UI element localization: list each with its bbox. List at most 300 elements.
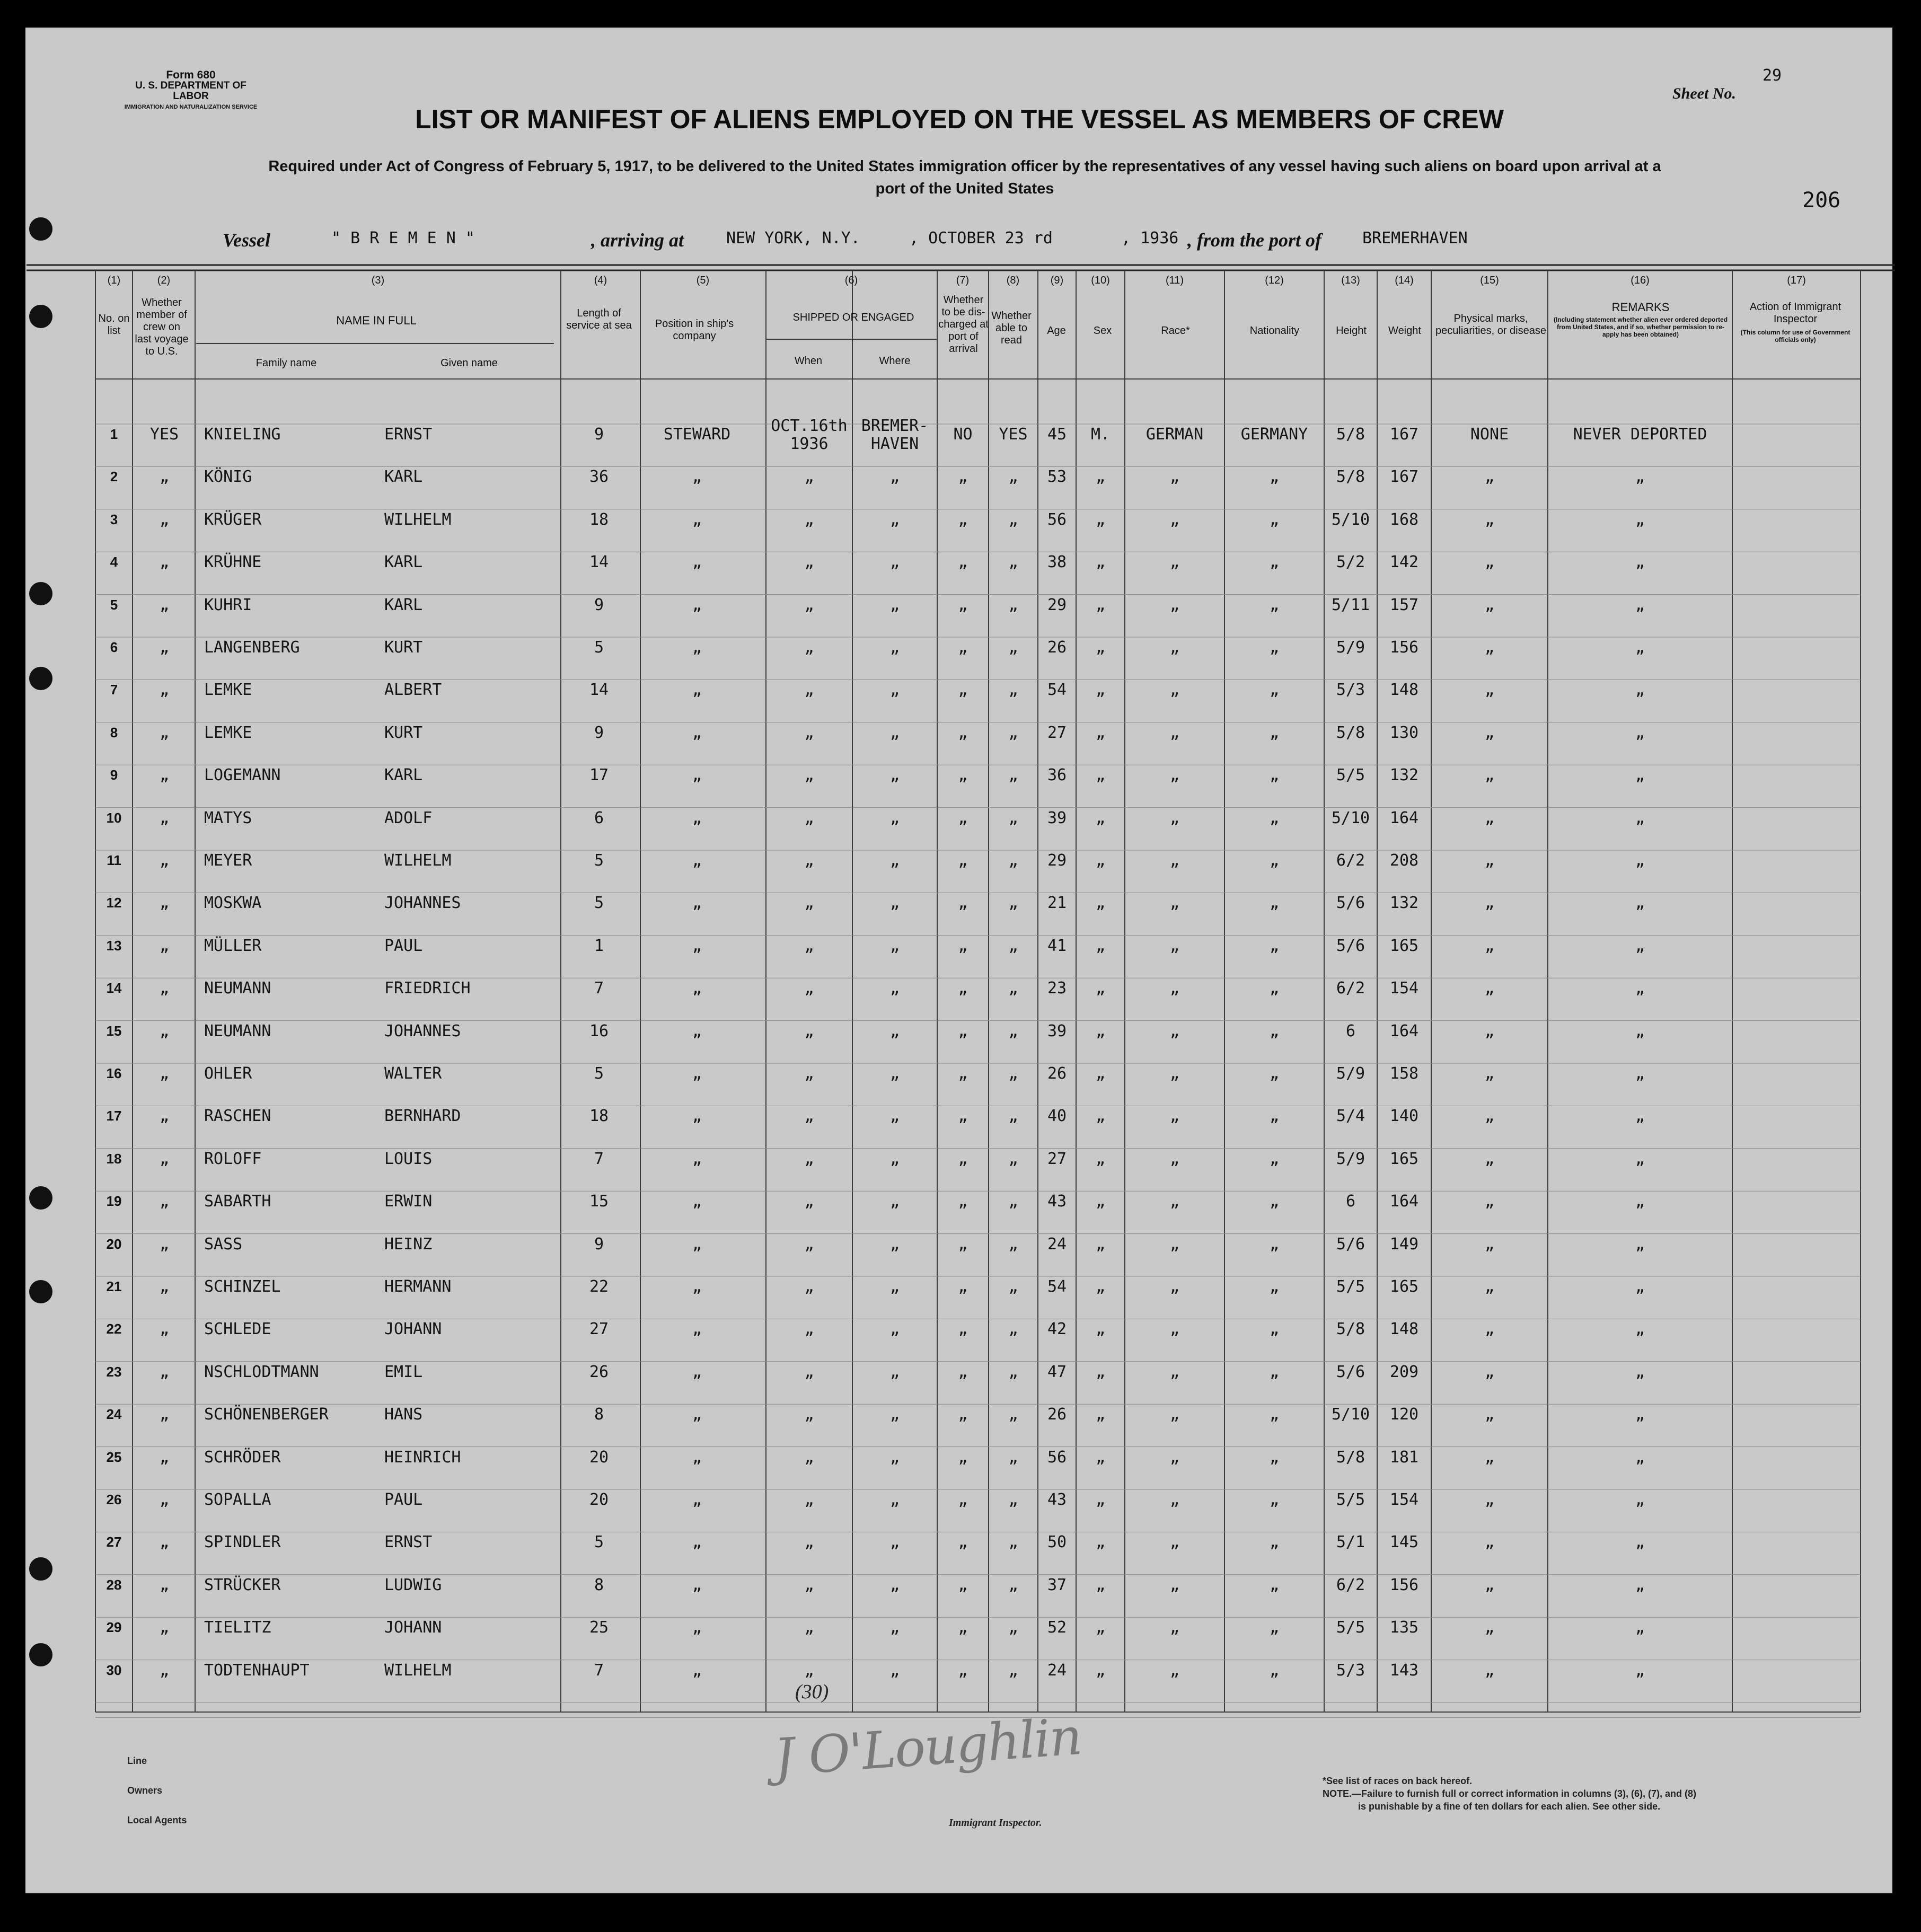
- family-name: NEUMANN: [204, 979, 271, 998]
- sex: „: [1095, 1533, 1106, 1552]
- physical-marks: „: [1484, 1618, 1495, 1637]
- given-name: KARL: [384, 467, 423, 487]
- member-last-voyage: „: [159, 1362, 170, 1381]
- service-length: 14: [589, 681, 609, 700]
- ship-position: „: [692, 1405, 702, 1424]
- discharged-at-arrival: „: [958, 467, 968, 487]
- table-row: [0, 1186, 1921, 1228]
- given-name: HEINRICH: [384, 1448, 461, 1467]
- age: 27: [1047, 1149, 1067, 1168]
- age: 54: [1047, 1277, 1067, 1296]
- ship-position: „: [692, 467, 702, 487]
- given-name: KURT: [384, 723, 423, 742]
- col-height-header: Height: [1336, 325, 1367, 337]
- weight: 165: [1389, 1149, 1419, 1168]
- form-header: [117, 70, 265, 112]
- member-last-voyage: „: [159, 1064, 170, 1083]
- age: 23: [1047, 979, 1067, 998]
- family-name: SOPALLA: [204, 1490, 271, 1509]
- height: 5/11: [1331, 595, 1370, 614]
- ship-position: „: [692, 1277, 702, 1296]
- subtitle-line-1: Required under Act of Congress of February 5, 1917, to be delivered to the United States immigration officer by the representatives of any vessel having such aliens on board upon arrival at a: [268, 158, 1661, 175]
- member-last-voyage: „: [159, 1618, 170, 1637]
- weight: 148: [1389, 1320, 1419, 1339]
- remarks: „: [1635, 1362, 1645, 1381]
- service-length: 6: [594, 808, 604, 827]
- shipped-where: „: [889, 766, 900, 785]
- service-length: 8: [594, 1575, 604, 1594]
- race: „: [1169, 851, 1180, 870]
- shipped-where: „: [889, 1533, 900, 1552]
- column-number: (16): [1631, 275, 1650, 286]
- shipped-when: „: [804, 467, 814, 487]
- ship-position: „: [692, 1149, 702, 1168]
- column-number: (8): [1006, 275, 1020, 286]
- shipped-when: „: [804, 1021, 814, 1040]
- race: „: [1169, 1618, 1180, 1637]
- able-to-read: „: [1008, 1277, 1018, 1296]
- weight: 158: [1389, 1064, 1419, 1083]
- able-to-read: „: [1008, 553, 1018, 572]
- sex: „: [1095, 1149, 1106, 1168]
- age: 53: [1047, 467, 1067, 487]
- ship-position: „: [692, 1320, 702, 1339]
- sex: „: [1095, 894, 1106, 913]
- column-number: (12): [1265, 275, 1284, 286]
- member-last-voyage: „: [159, 681, 170, 700]
- member-last-voyage: „: [159, 979, 170, 998]
- sex: „: [1095, 1320, 1106, 1339]
- remarks: „: [1635, 1021, 1645, 1040]
- ship-position: „: [692, 851, 702, 870]
- shipped-when: „: [804, 766, 814, 785]
- col-age-header: Age: [1047, 325, 1066, 337]
- given-name: LOUIS: [384, 1149, 433, 1168]
- shipped-where: „: [889, 723, 900, 742]
- page-stamp: 206: [1802, 188, 1841, 213]
- family-name: ROLOFF: [204, 1149, 262, 1168]
- remarks: „: [1635, 638, 1645, 657]
- remarks: „: [1635, 808, 1645, 827]
- shipped-when: „: [804, 1149, 814, 1168]
- given-name: ADOLF: [384, 808, 433, 827]
- ship-position: „: [692, 1575, 702, 1594]
- col-remarks-note: (Including statement whether alien ever ordered deported from United States, and if so, whether permission to re-apply has been obtained): [1553, 316, 1728, 338]
- remarks: „: [1635, 936, 1645, 955]
- immigrant-inspector-label: Immigrant Inspector.: [949, 1817, 1042, 1829]
- physical-marks: „: [1484, 1320, 1495, 1339]
- height: 6/2: [1336, 1575, 1365, 1594]
- binder-hole: [29, 217, 52, 241]
- family-name: LANGENBERG: [204, 638, 300, 657]
- race: „: [1169, 1575, 1180, 1594]
- column-number: (1): [107, 275, 121, 286]
- row-number: 30: [106, 1662, 122, 1678]
- nationality: „: [1269, 1107, 1280, 1126]
- shipped-where: „: [889, 1448, 900, 1467]
- physical-marks: „: [1484, 808, 1495, 827]
- service-length: 27: [589, 1320, 609, 1339]
- shipped-where: „: [889, 1107, 900, 1126]
- sex: M.: [1090, 425, 1111, 444]
- remarks: „: [1635, 1064, 1645, 1083]
- given-name: EMIL: [384, 1362, 423, 1381]
- form-number: Form 680: [166, 69, 216, 81]
- arrival-year: , 1936: [1121, 229, 1179, 248]
- physical-marks: „: [1484, 936, 1495, 955]
- race: „: [1169, 979, 1180, 998]
- physical-marks: „: [1484, 1064, 1495, 1083]
- height: 5/10: [1331, 510, 1370, 529]
- col-sex-header: Sex: [1093, 325, 1112, 337]
- weight: 149: [1389, 1234, 1419, 1254]
- shipped-when: „: [804, 1192, 814, 1211]
- service-length: 9: [594, 595, 604, 614]
- height: 5/8: [1336, 425, 1365, 444]
- physical-marks: „: [1484, 1192, 1495, 1211]
- shipped-when: „: [804, 1575, 814, 1594]
- physical-marks: „: [1484, 1575, 1495, 1594]
- service-length: 7: [594, 979, 604, 998]
- row-number: 23: [106, 1363, 122, 1380]
- service-length: 15: [589, 1192, 609, 1211]
- discharged-at-arrival: „: [958, 936, 968, 955]
- physical-marks: „: [1484, 467, 1495, 487]
- table-row: [0, 1655, 1921, 1697]
- col-service-header: Length of service at sea: [566, 307, 632, 331]
- service-length: 9: [594, 1234, 604, 1254]
- race: „: [1169, 553, 1180, 572]
- nationality: „: [1269, 595, 1280, 614]
- ship-position: „: [692, 1107, 702, 1126]
- col-where-header: Where: [879, 355, 911, 367]
- ship-position: „: [692, 1448, 702, 1467]
- sex: „: [1095, 595, 1106, 614]
- physical-marks: „: [1484, 1277, 1495, 1296]
- ship-position: „: [692, 553, 702, 572]
- vessel-label: Vessel: [223, 230, 270, 251]
- table-row: [0, 1442, 1921, 1484]
- physical-marks: „: [1484, 1234, 1495, 1254]
- given-name: WILHELM: [384, 851, 452, 870]
- remarks: „: [1635, 1490, 1645, 1509]
- weight: 156: [1389, 1575, 1419, 1594]
- table-row: [0, 1356, 1921, 1399]
- shipped-when: „: [804, 595, 814, 614]
- nationality: „: [1269, 1533, 1280, 1552]
- col-when-header: When: [794, 355, 823, 367]
- ship-position: „: [692, 1192, 702, 1211]
- age: 41: [1047, 936, 1067, 955]
- able-to-read: „: [1008, 1448, 1018, 1467]
- remarks: „: [1635, 894, 1645, 913]
- col-read-header: Whether able to read: [991, 310, 1032, 346]
- col-weight-header: Weight: [1388, 325, 1421, 337]
- able-to-read: „: [1008, 1618, 1018, 1637]
- family-name: SABARTH: [204, 1192, 271, 1211]
- nationality: „: [1269, 1362, 1280, 1381]
- row-number: 22: [106, 1321, 122, 1337]
- ship-position: „: [692, 1490, 702, 1509]
- nationality: „: [1269, 851, 1280, 870]
- age: 54: [1047, 681, 1067, 700]
- weight: 164: [1389, 1192, 1419, 1211]
- service-length: 14: [589, 553, 609, 572]
- physical-marks: „: [1484, 638, 1495, 657]
- nationality: „: [1269, 467, 1280, 487]
- physical-marks: „: [1484, 1661, 1495, 1680]
- member-last-voyage: „: [159, 723, 170, 742]
- sex: „: [1095, 1192, 1106, 1211]
- remarks: „: [1635, 1320, 1645, 1339]
- physical-marks: „: [1484, 1490, 1495, 1509]
- service-length: 17: [589, 766, 609, 785]
- member-last-voyage: „: [159, 1149, 170, 1168]
- sex: „: [1095, 979, 1106, 998]
- nationality: „: [1269, 979, 1280, 998]
- race: GERMAN: [1145, 425, 1204, 444]
- height: 5/8: [1336, 467, 1365, 487]
- sex: „: [1095, 1661, 1106, 1680]
- height: 5/6: [1336, 894, 1365, 913]
- weight: 156: [1389, 638, 1419, 657]
- discharged-at-arrival: „: [958, 510, 968, 529]
- row-number: 4: [110, 554, 118, 570]
- given-name: ERNST: [384, 1533, 433, 1552]
- form-department: U. S. DEPARTMENT OF LABOR: [135, 80, 246, 102]
- manifest-title: LIST OR MANIFEST OF ALIENS EMPLOYED ON THE VESSEL AS MEMBERS OF CREW: [415, 104, 1504, 134]
- nationality: „: [1269, 1618, 1280, 1637]
- weight: 132: [1389, 766, 1419, 785]
- physical-marks: NONE: [1470, 425, 1509, 444]
- given-name: JOHANN: [384, 1320, 442, 1339]
- family-name: RASCHEN: [204, 1107, 271, 1126]
- shipped-where: „: [889, 1064, 900, 1083]
- remarks: „: [1635, 1448, 1645, 1467]
- shipped-where: „: [889, 553, 900, 572]
- able-to-read: „: [1008, 681, 1018, 700]
- weight: 140: [1389, 1107, 1419, 1126]
- able-to-read: „: [1008, 936, 1018, 955]
- age: 29: [1047, 595, 1067, 614]
- ship-position: „: [692, 808, 702, 827]
- row-number: 13: [106, 937, 122, 954]
- physical-marks: „: [1484, 766, 1495, 785]
- nationality: „: [1269, 766, 1280, 785]
- family-name: MATYS: [204, 808, 252, 827]
- shipped-where: „: [889, 510, 900, 529]
- age: 21: [1047, 894, 1067, 913]
- physical-marks: „: [1484, 1362, 1495, 1381]
- able-to-read: „: [1008, 1575, 1018, 1594]
- service-length: 26: [589, 1362, 609, 1381]
- height: 5/6: [1336, 1234, 1365, 1254]
- height: 5/3: [1336, 681, 1365, 700]
- sex: „: [1095, 553, 1106, 572]
- physical-marks: „: [1484, 979, 1495, 998]
- race: „: [1169, 1320, 1180, 1339]
- age: 50: [1047, 1533, 1067, 1552]
- service-length: 1: [594, 936, 604, 955]
- age: 47: [1047, 1362, 1067, 1381]
- family-name: STRÜCKER: [204, 1575, 281, 1594]
- service-length: 25: [589, 1618, 609, 1637]
- family-name: LEMKE: [204, 723, 252, 742]
- able-to-read: „: [1008, 1320, 1018, 1339]
- family-name: SCHÖNENBERGER: [204, 1405, 329, 1424]
- shipped-where: „: [889, 851, 900, 870]
- nationality: „: [1269, 808, 1280, 827]
- nationality: „: [1269, 723, 1280, 742]
- race: „: [1169, 894, 1180, 913]
- discharged-at-arrival: „: [958, 723, 968, 742]
- column-number: (14): [1395, 275, 1414, 286]
- sex: „: [1095, 510, 1106, 529]
- able-to-read: „: [1008, 638, 1018, 657]
- physical-marks: „: [1484, 1107, 1495, 1126]
- sex: „: [1095, 936, 1106, 955]
- race: „: [1169, 1448, 1180, 1467]
- ship-position: „: [692, 1234, 702, 1254]
- ship-position: „: [692, 979, 702, 998]
- age: 42: [1047, 1320, 1067, 1339]
- physical-marks: „: [1484, 595, 1495, 614]
- family-name: LEMKE: [204, 681, 252, 700]
- weight: 143: [1389, 1661, 1419, 1680]
- shipped-where: „: [889, 1320, 900, 1339]
- physical-marks: „: [1484, 1021, 1495, 1040]
- remarks: „: [1635, 1661, 1645, 1680]
- shipped-when: „: [804, 894, 814, 913]
- member-last-voyage: „: [159, 936, 170, 955]
- race: „: [1169, 1234, 1180, 1254]
- race: „: [1169, 1405, 1180, 1424]
- weight: 165: [1389, 1277, 1419, 1296]
- shipped-where: „: [889, 1277, 900, 1296]
- ship-position: „: [692, 510, 702, 529]
- table-row: [0, 1399, 1921, 1441]
- weight: 165: [1389, 936, 1419, 955]
- height: 5/5: [1336, 1277, 1365, 1296]
- ship-position: „: [692, 894, 702, 913]
- ship-position: „: [692, 766, 702, 785]
- discharged-at-arrival: „: [958, 1277, 968, 1296]
- table-row: [0, 674, 1921, 717]
- member-last-voyage: „: [159, 766, 170, 785]
- discharged-at-arrival: „: [958, 1490, 968, 1509]
- service-length: 5: [594, 638, 604, 657]
- height: 6/2: [1336, 851, 1365, 870]
- shipped-when: „: [804, 808, 814, 827]
- discharged-at-arrival: „: [958, 1320, 968, 1339]
- shipped-where: „: [889, 1490, 900, 1509]
- weight: 135: [1389, 1618, 1419, 1637]
- service-length: 7: [594, 1149, 604, 1168]
- shipped-where: „: [889, 894, 900, 913]
- table-row: [0, 1569, 1921, 1612]
- age: 39: [1047, 808, 1067, 827]
- shipped-where: „: [889, 638, 900, 657]
- ship-position: „: [692, 1533, 702, 1552]
- member-last-voyage: „: [159, 1234, 170, 1254]
- sex: „: [1095, 1618, 1106, 1637]
- age: 26: [1047, 1405, 1067, 1424]
- row-number: 20: [106, 1236, 122, 1252]
- table-row: [0, 717, 1921, 760]
- family-name: NSCHLODTMANN: [204, 1362, 319, 1381]
- shipped-where: „: [889, 1234, 900, 1254]
- service-length: 22: [589, 1277, 609, 1296]
- col-family-header: Family name: [255, 357, 317, 369]
- service-length: 9: [594, 723, 604, 742]
- service-length: 20: [589, 1448, 609, 1467]
- given-name: LUDWIG: [384, 1575, 442, 1594]
- column-number: (2): [157, 275, 171, 286]
- height: 5/3: [1336, 1661, 1365, 1680]
- discharged-at-arrival: „: [958, 1107, 968, 1126]
- sex: „: [1095, 1575, 1106, 1594]
- penalty-note-line-1: NOTE.—Failure to furnish full or correct information in columns (3), (6), (7), and (8): [1323, 1788, 1697, 1799]
- remarks: NEVER DEPORTED: [1573, 425, 1707, 444]
- race: „: [1169, 510, 1180, 529]
- race: „: [1169, 1490, 1180, 1509]
- sex: „: [1095, 681, 1106, 700]
- shipped-where: BREMER-: [861, 417, 929, 435]
- arriving-label: , arriving at: [591, 230, 684, 251]
- subtitle-line-2: port of the United States: [875, 180, 1054, 197]
- shipped-where: „: [889, 1021, 900, 1040]
- row-number: 10: [106, 809, 122, 826]
- member-last-voyage: „: [159, 510, 170, 529]
- nationality: „: [1269, 1661, 1280, 1680]
- shipped-when: „: [804, 638, 814, 657]
- height: 5/1: [1336, 1533, 1365, 1552]
- family-name: KUHRI: [204, 595, 252, 614]
- age: 36: [1047, 766, 1067, 785]
- discharged-at-arrival: „: [958, 1575, 968, 1594]
- weight: 164: [1389, 808, 1419, 827]
- weight: 167: [1389, 467, 1419, 487]
- col-marks-header: Physical marks, peculiarities, or disease: [1435, 313, 1546, 337]
- shipped-where: „: [889, 1192, 900, 1211]
- family-name: OHLER: [204, 1064, 252, 1083]
- weight: 130: [1389, 723, 1419, 742]
- family-name: SCHLEDE: [204, 1320, 271, 1339]
- given-name: JOHANN: [384, 1618, 442, 1637]
- given-name: BERNHARD: [384, 1107, 461, 1126]
- weight: 208: [1389, 851, 1419, 870]
- line-label: Line: [127, 1755, 147, 1766]
- able-to-read: „: [1008, 510, 1018, 529]
- age: 38: [1047, 553, 1067, 572]
- col-name-header: NAME IN FULL: [336, 314, 417, 327]
- nationality: „: [1269, 894, 1280, 913]
- remarks: „: [1635, 1192, 1645, 1211]
- height: 5/6: [1336, 936, 1365, 955]
- member-last-voyage: „: [159, 1490, 170, 1509]
- table-row: [0, 1058, 1921, 1100]
- races-note: *See list of races on back hereof.: [1323, 1776, 1473, 1786]
- given-name: HANS: [384, 1405, 423, 1424]
- race: „: [1169, 1107, 1180, 1126]
- discharged-at-arrival: „: [958, 1448, 968, 1467]
- table-row: [0, 1100, 1921, 1143]
- member-last-voyage: „: [159, 595, 170, 614]
- able-to-read: „: [1008, 1533, 1018, 1552]
- family-name: TODTENHAUPT: [204, 1661, 310, 1680]
- physical-marks: „: [1484, 723, 1495, 742]
- shipped-where: „: [889, 1405, 900, 1424]
